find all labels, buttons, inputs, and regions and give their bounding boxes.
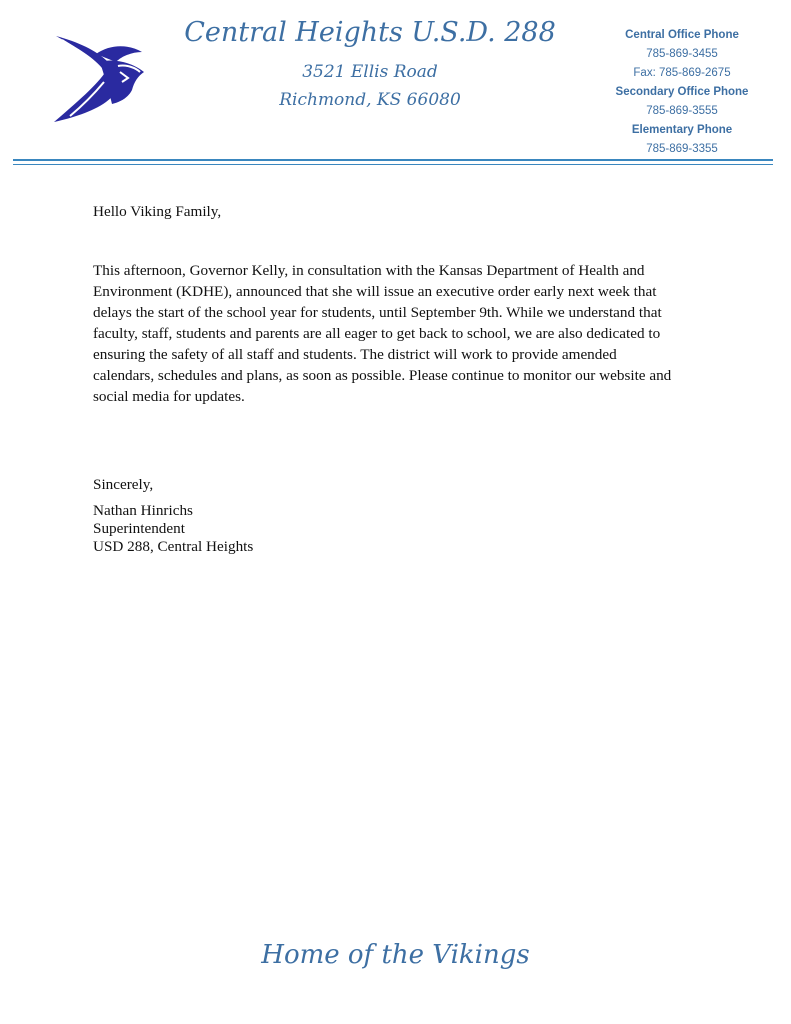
body-line: This afternoon, Governor Kelly, in consultation with the Kansas Department of Health and xyxy=(93,262,645,279)
header-divider-bottom xyxy=(13,164,773,165)
central-office-phone: 785-869-3455 xyxy=(646,48,718,60)
address-street: 3521 Ellis Road xyxy=(302,62,438,82)
signer-org: USD 288, Central Heights xyxy=(93,538,254,555)
central-office-label: Central Office Phone xyxy=(625,29,739,41)
body-line: social media for updates. xyxy=(93,388,245,405)
body-line: calendars, schedules and plans, as soon as possible. Please continue to monitor our website and xyxy=(93,367,672,384)
body-line: ensuring the safety of all staff and students. The district will work to provide amended xyxy=(93,346,617,363)
signature-block xyxy=(93,502,703,556)
signer-title: Superintendent xyxy=(93,520,185,537)
letter-greeting: Hello Viking Family, xyxy=(93,203,222,220)
contact-block xyxy=(598,26,766,159)
elementary-label: Elementary Phone xyxy=(631,124,733,136)
secondary-office-phone: 785-869-3555 xyxy=(646,105,718,117)
signer-name: Nathan Hinrichs xyxy=(93,502,193,519)
fax-number: Fax: 785-869-2675 xyxy=(633,67,731,79)
body-line: delays the start of the school year for students, until September 9th. While we understand that xyxy=(93,304,662,321)
letter-closing: Sincerely, xyxy=(93,476,154,493)
elementary-phone: 785-869-3355 xyxy=(646,143,718,155)
address-city: Richmond, KS 66080 xyxy=(279,90,461,110)
footer-tagline: Home of the Vikings xyxy=(261,940,530,970)
body-line: Environment (KDHE), announced that she will issue an executive order early next week that xyxy=(93,283,657,300)
body-line: faculty, staff, students and parents are all eager to get back to school, we are also dedicated to xyxy=(93,325,661,342)
letter-body xyxy=(93,260,703,407)
district-title: Central Heights U.S.D. 288 xyxy=(184,17,556,48)
viking-logo-icon xyxy=(48,32,150,124)
header-divider-top xyxy=(13,159,773,161)
secondary-office-label: Secondary Office Phone xyxy=(615,86,749,98)
